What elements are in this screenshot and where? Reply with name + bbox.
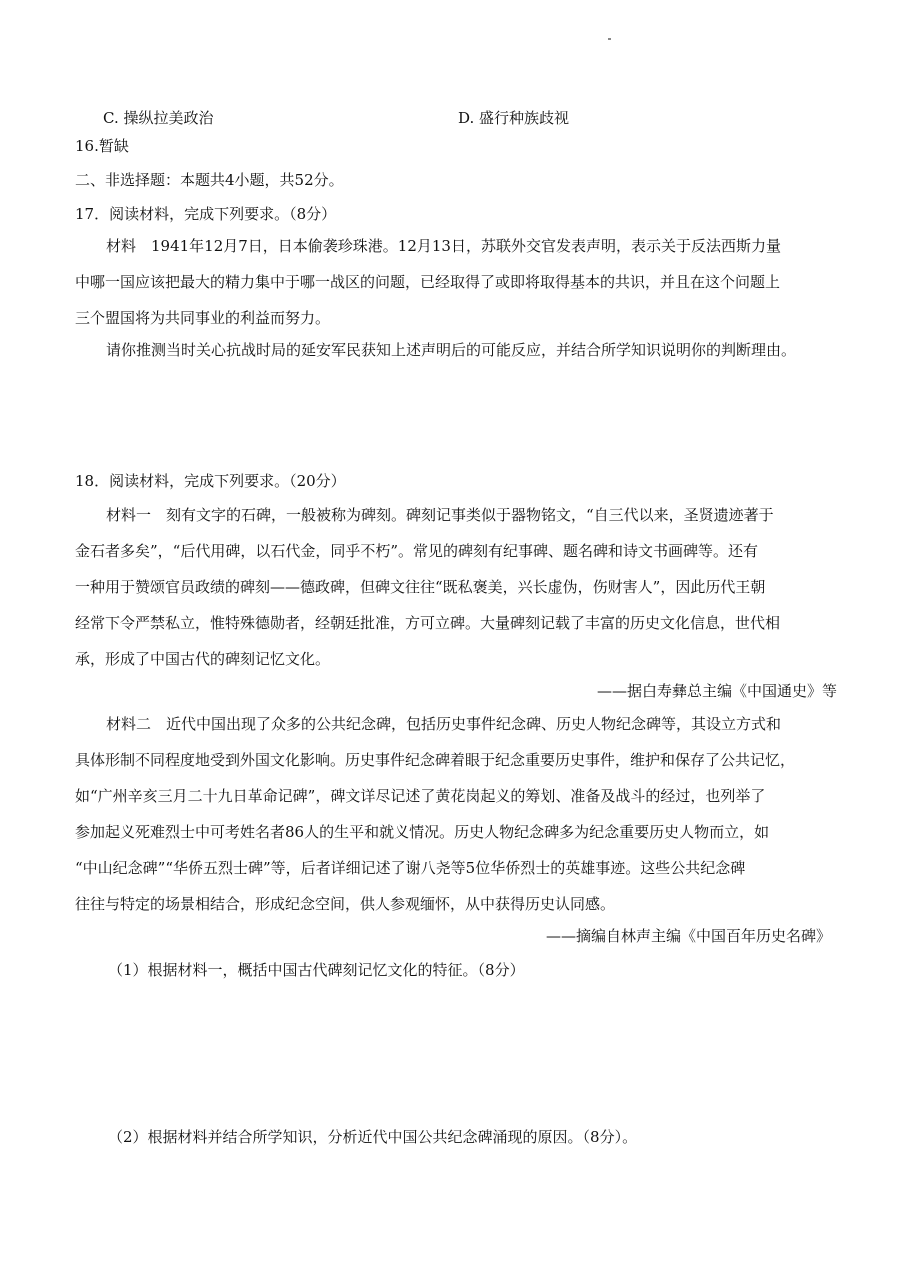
q18-material2-line: 往往与特定的场景相结合，形成纪念空间，供人参观缅怀，从中获得历史认同感。 [75,895,616,913]
q18-material2-line: 如“广州辛亥三月二十九日革命记碑”，碑文详尽记述了黄花岗起义的筹划、准备及战斗的经过，也列举了 [75,787,766,805]
q18-material1-line: 材料一 刻有文字的石碑，一般被称为碑刻。碑刻记事类似于器物铭文，“自三代以来，圣贤遗迹著于 [106,506,774,524]
q18-material2-line: 材料二 近代中国出现了众多的公共纪念碑，包括历史事件纪念碑、历史人物纪念碑等，其设立方式和 [106,715,782,733]
q18-stem: 18．阅读材料，完成下列要求。（20分） [75,472,346,490]
q18-material1-line: 一种用于赞颂官员政绩的碑刻——德政碑，但碑文往往“既私褒美，兴长虚伪，伤财害人”，因此历代王朝 [75,578,766,596]
q18-sub2: （2）根据材料并结合所学知识，分析近代中国公共纪念碑涌现的原因。（8分）。 [108,1128,638,1146]
q17-material-line: 材料 1941年12月7日，日本偷袭珍珠港。12月13日，苏联外交官发表声明，表示关于反法西斯力量 [106,237,781,255]
q18-material2-line: 具体形制不同程度地受到外国文化影响。历史事件纪念碑着眼于纪念重要历史事件，维护和保存了公共记忆， [75,751,796,769]
section2-heading: 二、非选择题：本题共4小题，共52分。 [75,171,344,189]
q18-material1-line: 承，形成了中国古代的碑刻记忆文化。 [75,650,331,668]
q18-source2: ——摘编自林声主编《中国百年历史名碑》 [545,927,831,945]
q15-option-d: D. 盛行种族歧视 [458,109,570,127]
q18-material2-line: “中山纪念碑”“华侨五烈士碑”等，后者详细记述了谢八尧等5位华侨烈士的英雄事迹。这些公共纪念碑 [75,859,746,877]
q18-source1: ——据白寿彝总主编《中国通史》等 [596,682,837,700]
q17-material-line: 中哪一国应该把最大的精力集中于哪一战区的问题，已经取得了或即将取得基本的共识，并且在这个问题上 [75,273,781,291]
q18-sub1: （1）根据材料一，概括中国古代碑刻记忆文化的特征。（8分） [108,961,525,979]
q17-stem: 17．阅读材料，完成下列要求。（8分） [75,205,337,223]
q17-question: 请你推测当时关心抗战时局的延安军民获知上述声明后的可能反应，并结合所学知识说明你的判断理由。 [106,341,797,359]
q18-material2-line: 参加起义死难烈士中可考姓名者86人的生平和就义情况。历史人物纪念碑多为纪念重要历史人物而立，如 [75,823,770,841]
q18-material1-line: 金石者多矣”，“后代用碑，以石代金，同乎不朽”。常见的碑刻有纪事碑、题名碑和诗文书画碑等。还有 [75,542,759,560]
q15-option-c: C. 操纵拉美政治 [103,109,214,127]
q16-text: 16.暂缺 [75,137,129,155]
q17-material-line: 三个盟国将为共同事业的利益而努力。 [75,309,331,327]
header-mark [608,38,611,40]
q18-material1-line: 经常下令严禁私立，惟特殊德勋者，经朝廷批准，方可立碑。大量碑刻记载了丰富的历史文化信息，世代相 [75,614,781,632]
